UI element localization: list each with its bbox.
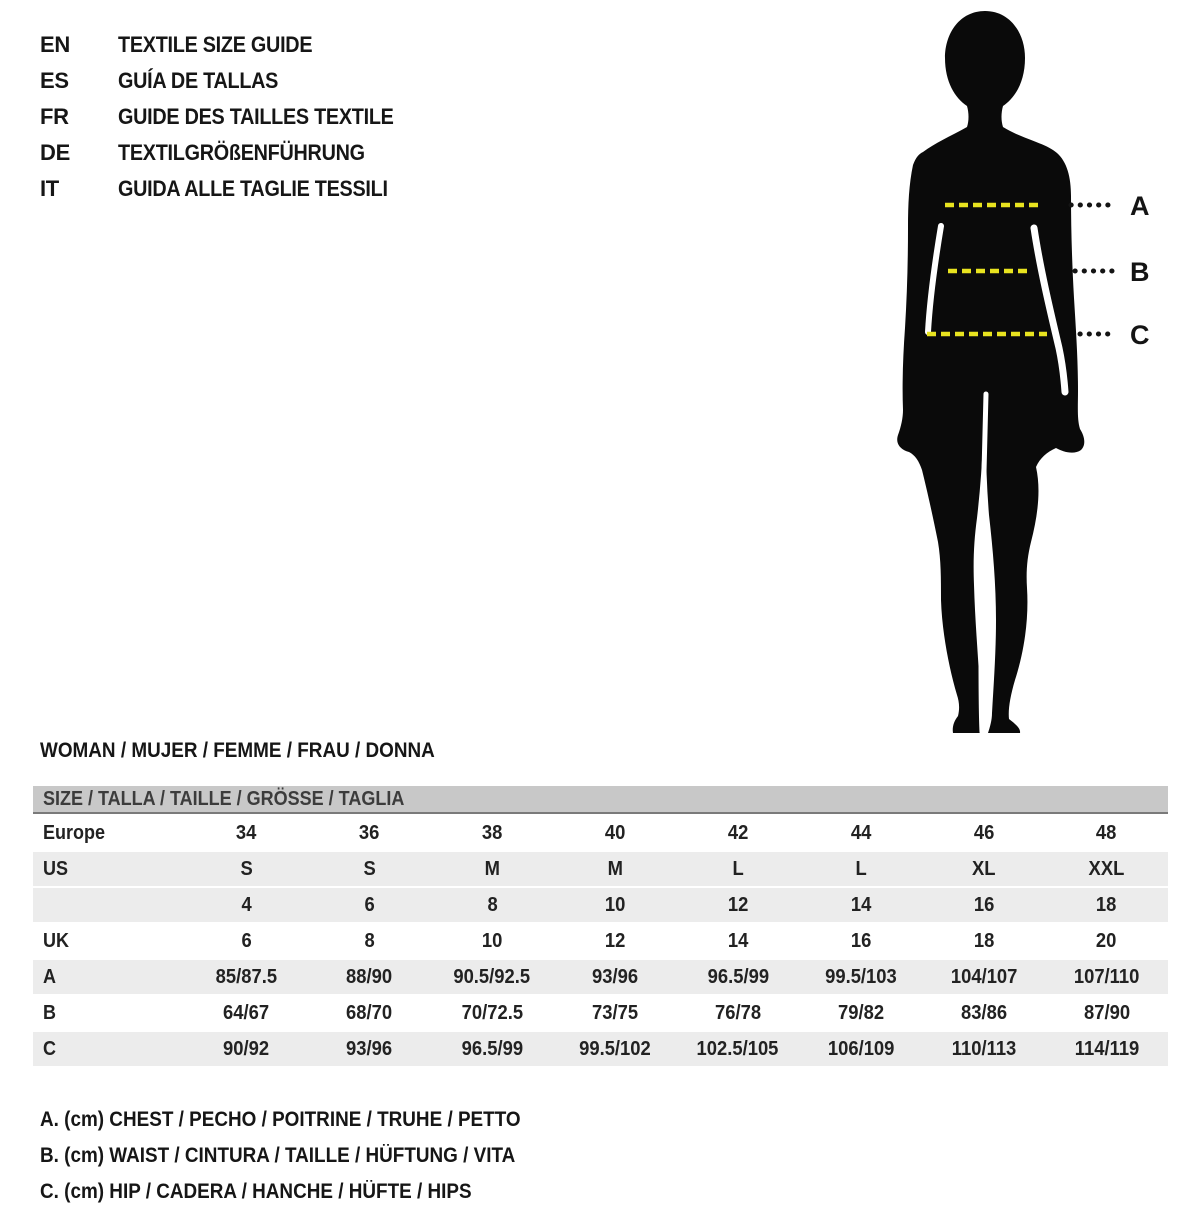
legend-text: C. (cm) HIP / CADERA / HANCHE / HÜFTE / HIPS xyxy=(40,1180,472,1203)
size-value-cell: 96.5/99 xyxy=(707,965,769,988)
legend-text: A. (cm) CHEST / PECHO / POITRINE / TRUHE / PETTO xyxy=(40,1108,521,1131)
size-value-cell: 64/67 xyxy=(223,1001,270,1024)
size-value-cell: 93/96 xyxy=(592,965,639,988)
lang-row-it xyxy=(40,171,424,207)
size-value-cell: 20 xyxy=(1096,929,1117,952)
size-value-cell: 73/75 xyxy=(592,1001,639,1024)
size-value-cell: 40 xyxy=(604,821,626,844)
size-value-cell: 107/110 xyxy=(1073,965,1140,988)
size-value-cell: 6 xyxy=(364,893,375,916)
size-value-cell: 76/78 xyxy=(714,1001,761,1024)
row-label xyxy=(33,894,185,917)
lang-label: GUIDE DES TAILLES TEXTILE xyxy=(118,104,394,129)
lang-code: DE xyxy=(40,140,70,165)
size-value-cell: M xyxy=(484,857,500,880)
size-value-cell: 87/90 xyxy=(1083,1001,1130,1024)
size-value-cell: 16 xyxy=(973,893,994,916)
row-label: A xyxy=(43,965,57,988)
size-value-cell: L xyxy=(732,857,744,880)
legend-line-waist xyxy=(40,1138,574,1174)
size-value-cell: S xyxy=(240,857,253,880)
size-value-cell: 68/70 xyxy=(346,1001,393,1024)
size-table-row-c xyxy=(33,1030,1168,1066)
size-value-cell: 10 xyxy=(604,893,626,916)
size-value-cell: 104/107 xyxy=(950,965,1017,988)
size-table-header xyxy=(33,786,1168,814)
row-label: UK xyxy=(43,929,70,952)
lang-label: GUÍA DE TALLAS xyxy=(118,68,279,93)
size-value-cell: 42 xyxy=(727,821,749,844)
legend-line-chest xyxy=(40,1102,574,1138)
size-value-cell: 36 xyxy=(359,821,380,844)
size-value-cell: 79/82 xyxy=(837,1001,884,1024)
marker-label-b: B xyxy=(1130,257,1150,287)
size-value-cell: XL xyxy=(971,857,996,880)
size-table-row-uk xyxy=(33,922,1168,958)
lang-code: IT xyxy=(40,176,59,201)
legend-text: B. (cm) WAIST / CINTURA / TAILLE / HÜFTUNG / VITA xyxy=(40,1144,516,1167)
lang-label: TEXTILGRÖßENFÜHRUNG xyxy=(118,140,365,165)
size-table-body xyxy=(33,814,1168,1066)
lang-row-es xyxy=(40,63,424,99)
size-value-cell: 14 xyxy=(727,929,749,952)
size-value-cell: 99.5/102 xyxy=(579,1037,651,1060)
size-value-cell: M xyxy=(607,857,623,880)
size-value-cell: 114/119 xyxy=(1074,1037,1139,1060)
size-value-cell: 106/109 xyxy=(827,1037,895,1060)
row-label: B xyxy=(43,1001,57,1024)
measurement-legend xyxy=(40,1102,574,1210)
size-value-cell: S xyxy=(363,857,376,880)
size-value-cell: 8 xyxy=(364,929,375,952)
size-value-cell: 102.5/105 xyxy=(696,1037,779,1060)
row-label: C xyxy=(43,1037,57,1060)
size-value-cell: 93/96 xyxy=(346,1037,393,1060)
marker-label-a: A xyxy=(1130,191,1150,221)
row-label: Europe xyxy=(43,821,106,844)
woman-silhouette xyxy=(897,11,1084,733)
calf-gap xyxy=(982,534,984,732)
woman-silhouette-figure xyxy=(878,0,1170,745)
size-value-cell: 48 xyxy=(1096,821,1117,844)
lang-row-en xyxy=(40,27,424,63)
size-table-row-us xyxy=(33,850,1168,886)
size-value-cell: 38 xyxy=(481,821,503,844)
section-title-text: WOMAN / MUJER / FEMME / FRAU / DONNA xyxy=(40,739,435,762)
size-value-cell: 85/87.5 xyxy=(215,965,278,988)
size-value-cell: 88/90 xyxy=(346,965,393,988)
language-title-list xyxy=(40,27,424,207)
size-value-cell: XXL xyxy=(1088,857,1125,880)
size-value-cell: 10 xyxy=(481,929,503,952)
size-value-cell: 18 xyxy=(1096,893,1117,916)
thigh-gap xyxy=(984,394,986,472)
size-table xyxy=(33,786,1168,1066)
size-value-cell: 14 xyxy=(850,893,872,916)
size-value-cell: 90/92 xyxy=(223,1037,270,1060)
size-value-cell: 96.5/99 xyxy=(461,1037,523,1060)
size-value-cell: 44 xyxy=(850,821,872,844)
section-title xyxy=(40,739,479,763)
lang-code: FR xyxy=(40,104,69,129)
size-table-header-text: SIZE / TALLA / TAILLE / GRÖSSE / TAGLIA xyxy=(43,787,405,810)
size-value-cell: 18 xyxy=(973,929,994,952)
size-value-cell: 34 xyxy=(236,821,257,844)
size-value-cell: 12 xyxy=(727,893,749,916)
size-table-row-europe xyxy=(33,814,1168,850)
lang-label: TEXTILE SIZE GUIDE xyxy=(118,32,313,57)
row-label: US xyxy=(43,857,69,880)
lang-label: GUIDA ALLE TAGLIE TESSILI xyxy=(118,176,388,201)
size-table-row-b xyxy=(33,994,1168,1030)
size-value-cell: 8 xyxy=(487,893,498,916)
lang-code: ES xyxy=(40,68,69,93)
size-table-row-a xyxy=(33,958,1168,994)
lang-row-fr xyxy=(40,99,424,135)
lang-row-de xyxy=(40,135,424,171)
marker-label-c: C xyxy=(1130,320,1150,350)
legend-line-hip xyxy=(40,1174,574,1210)
size-value-cell: L xyxy=(855,857,867,880)
size-value-cell: 70/72.5 xyxy=(461,1001,523,1024)
lang-code: EN xyxy=(40,32,70,57)
size-value-cell: 90.5/92.5 xyxy=(453,965,531,988)
size-value-cell: 46 xyxy=(973,821,994,844)
size-value-cell: 6 xyxy=(241,929,252,952)
size-value-cell: 4 xyxy=(241,893,252,916)
size-value-cell: 99.5/103 xyxy=(824,965,897,988)
size-value-cell: 16 xyxy=(850,929,872,952)
size-value-cell: 110/113 xyxy=(951,1037,1016,1060)
size-table-row-us-numeric xyxy=(33,886,1168,922)
size-value-cell: 83/86 xyxy=(960,1001,1007,1024)
size-value-cell: 12 xyxy=(604,929,626,952)
